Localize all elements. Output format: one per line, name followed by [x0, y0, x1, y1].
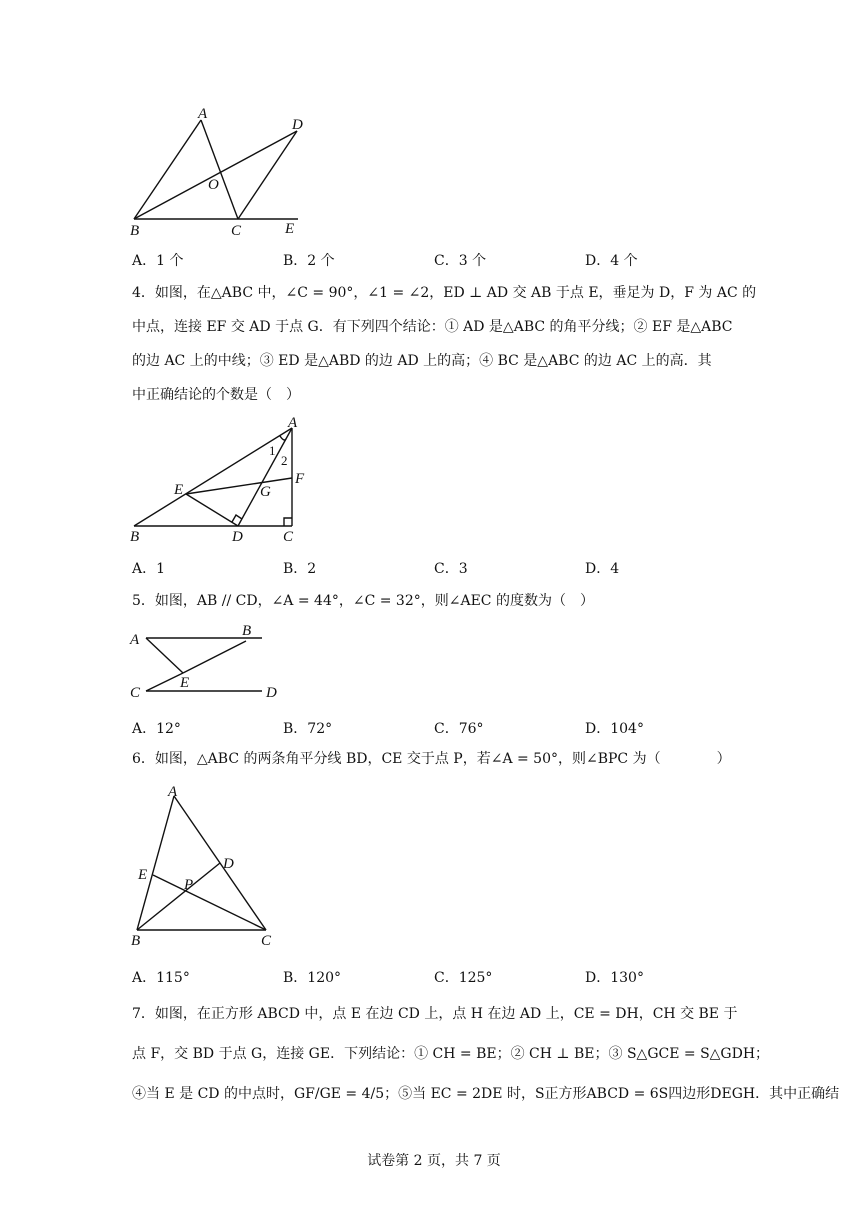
q6-question: [132, 742, 740, 776]
q4-label-2: 2: [281, 453, 288, 468]
q5-label-c: C: [130, 685, 141, 701]
q5-segment-be: [183, 641, 246, 673]
q4-label-b: B: [130, 529, 140, 545]
q6-segment-bd: [137, 863, 220, 930]
q4-label-f: F: [295, 471, 305, 487]
q6-line-1: 6．如图，△ABC 的两条角平分线 BD，CE 交于点 P，若∠A = 50°，则∠BPC 为（ ）: [132, 751, 731, 767]
q6-label-b: B: [131, 933, 141, 949]
q3-segment-ac: [201, 120, 238, 219]
q7-line-1: 7．如图，在正方形 ABCD 中，点 E 在边 CD 上，点 H 在边 AD 上，CE = DH，CH 交 BE 于: [132, 1006, 738, 1022]
q6-segment-ce: [153, 875, 266, 930]
q4-option-b[interactable]: B．2: [283, 561, 317, 577]
q6-label-a: A: [168, 784, 178, 800]
q5-option-b[interactable]: B．72°: [283, 721, 333, 737]
q6-option-a[interactable]: A．115°: [132, 970, 190, 986]
q3-label-c: C: [231, 223, 242, 239]
q6-figure: [128, 782, 288, 950]
q4-label-e: E: [174, 482, 184, 498]
q4-label-a: A: [288, 415, 298, 431]
q3-option-b[interactable]: B．2 个: [283, 253, 335, 269]
q4-line-3: 的边 AC 上的中线；③ ED 是△ABD 的边 AD 上的高；④ BC 是△ABC 的边 AC 上的高．其: [132, 353, 712, 369]
q4-label-d: D: [232, 529, 243, 545]
q3-options: [132, 250, 772, 272]
q4-figure: [128, 414, 318, 546]
q5-label-a: A: [130, 632, 140, 648]
q4-angle-arc: [280, 436, 286, 440]
q5-label-d: D: [266, 685, 277, 701]
q5-label-b: B: [242, 623, 252, 639]
q5-option-c[interactable]: C．76°: [434, 721, 484, 737]
q6-label-p: P: [184, 877, 194, 893]
q3-option-a[interactable]: A．1 个: [132, 253, 184, 269]
q4-line-1: 4．如图，在△ABC 中，∠C = 90°，∠1 = ∠2，ED ⊥ AD 交 AB 于点 E，垂足为 D，F 为 AC 的: [132, 285, 757, 301]
q5-question: [132, 584, 740, 618]
q6-options: [132, 967, 772, 989]
q6-option-b[interactable]: B．120°: [283, 970, 342, 986]
q4-label-g: G: [260, 484, 271, 500]
q4-segment-ef: [186, 478, 292, 494]
q3-option-d[interactable]: D．4 个: [585, 253, 638, 269]
q3-figure: [128, 104, 318, 240]
q5-segment-ae: [146, 638, 183, 673]
q4-option-c[interactable]: C．3: [434, 561, 468, 577]
q3-segment-cd: [238, 131, 297, 219]
q7-question: [132, 994, 840, 1114]
q3-label-e: E: [285, 221, 295, 237]
q3-option-c[interactable]: C．3 个: [434, 253, 487, 269]
q3-label-d: D: [292, 117, 303, 133]
q6-segment-ab: [137, 796, 174, 930]
q4-segment-ed: [186, 494, 238, 526]
q4-question: [132, 276, 757, 412]
q6-label-c: C: [261, 933, 272, 949]
q4-options: [132, 558, 772, 580]
q5-figure: [128, 620, 288, 706]
q3-label-b: B: [130, 223, 140, 239]
q5-label-e: E: [180, 675, 190, 691]
q5-segment-ce: [146, 673, 183, 691]
q4-segment-ad: [238, 428, 292, 526]
q3-label-a: A: [198, 106, 208, 122]
q5-line-1: 5．如图，AB // CD，∠A = 44°，∠C = 32°，则∠AEC 的度数为（ ）: [132, 593, 594, 609]
q5-option-d[interactable]: D．104°: [585, 721, 644, 737]
q6-label-e: E: [138, 867, 148, 883]
q4-option-d[interactable]: D．4: [585, 561, 620, 577]
q7-line-2: 点 F，交 BD 于点 G，连接 GE．下列结论：① CH = BE；② CH ⊥ BE；③ S△GCE = S△GDH；: [132, 1046, 770, 1062]
q6-label-d: D: [223, 856, 234, 872]
q4-line-2: 中点，连接 EF 交 AD 于点 G．有下列四个结论：① AD 是△ABC 的角平分线；② EF 是△ABC: [132, 319, 733, 335]
q5-option-a[interactable]: A．12°: [132, 721, 181, 737]
q3-segment-ab: [134, 120, 201, 219]
q6-option-c[interactable]: C．125°: [434, 970, 493, 986]
q3-segment-bd: [134, 131, 297, 219]
q4-option-a[interactable]: A．1: [132, 561, 166, 577]
page-footer: 试卷第 2 页，共 7 页: [367, 1153, 501, 1169]
q3-label-o: O: [208, 177, 219, 193]
q6-option-d[interactable]: D．130°: [585, 970, 644, 986]
q4-label-c: C: [283, 529, 294, 545]
q5-options: [132, 718, 772, 740]
q7-line-3: ④当 E 是 CD 的中点时，GF/GE = 4/5；⑤当 EC = 2DE 时，S正方形ABCD = 6S四边形DEGH．其中正确结: [132, 1086, 840, 1102]
q4-label-1: 1: [269, 443, 276, 458]
q4-right-angle-c: [284, 518, 292, 526]
q4-line-4: 中正确结论的个数是（ ）: [132, 387, 300, 403]
